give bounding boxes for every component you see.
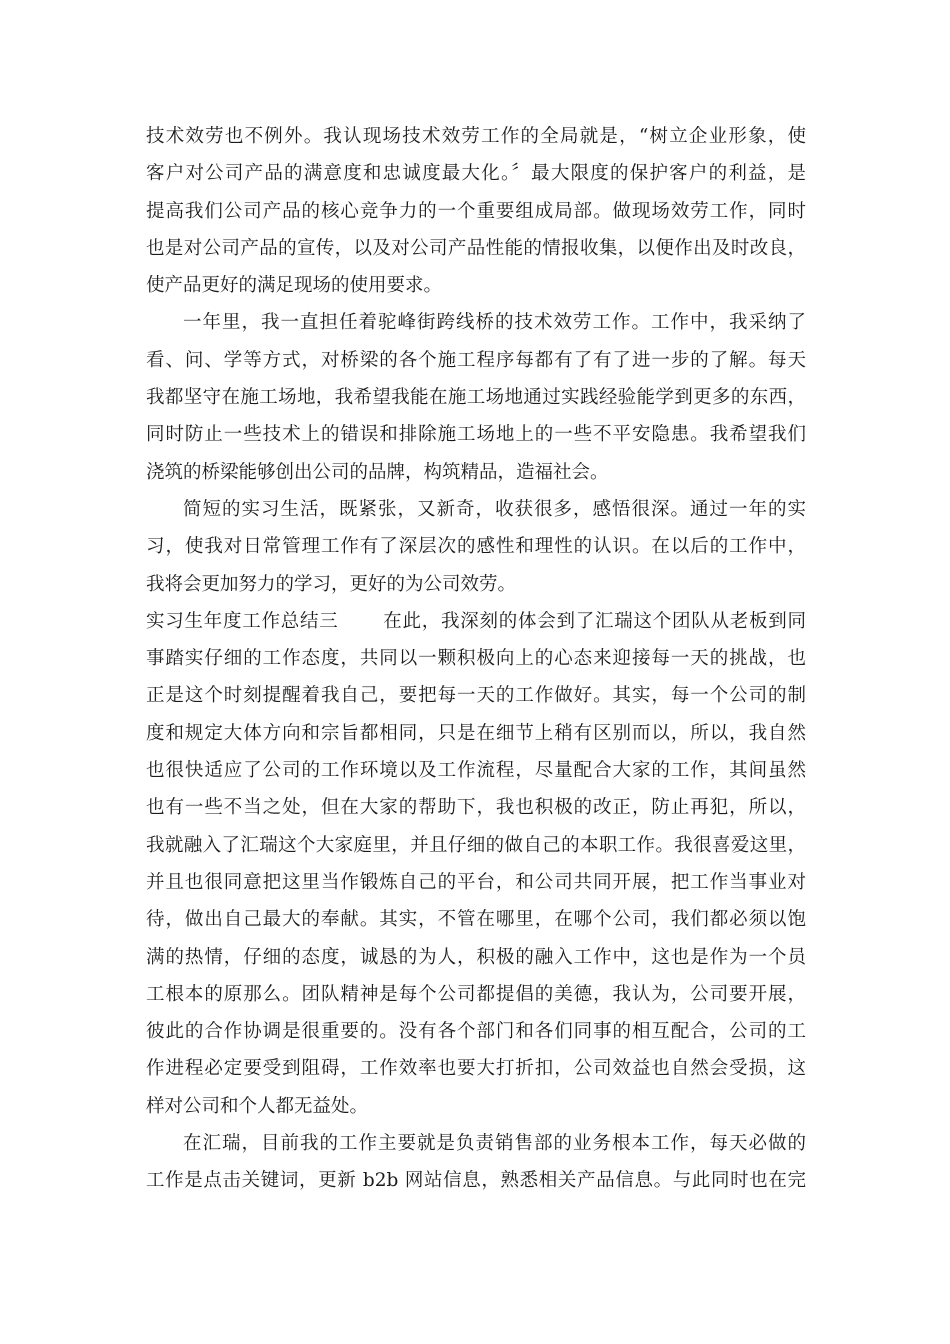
line-text: 也是对公司产品的宣传，以及对公司产品性能的情报收集，以便作出及时改良， (146, 237, 806, 259)
line-text: 并且也很同意把这里当作锻炼自己的平台，和公司共同开展，把工作当事业对 (146, 871, 806, 893)
body-text-line (146, 976, 806, 1013)
line-text: 我都坚守在施工场地，我希望我能在施工场地通过实践经验能学到更多的东西， (146, 387, 806, 409)
body-text-line (146, 677, 806, 714)
line-text: 在此，我深刻的体会到了汇瑞这个团队从老板到同 (382, 610, 806, 632)
body-text-line (146, 416, 806, 453)
line-text: 简短的实习生活，既紧张，又新奇，收获很多，感悟很深。通过一年的实 (183, 498, 806, 520)
body-text-line (146, 1050, 806, 1087)
body-text-line (146, 193, 806, 230)
body-text-line (146, 379, 806, 416)
document-body (146, 118, 806, 1200)
body-text-line (146, 1125, 806, 1162)
line-text: 彼此的合作协调是很重要的。没有各个部门和各们同事的相互配合，公司的工 (146, 1021, 806, 1043)
line-text: 我就融入了汇瑞这个大家庭里，并且仔细的做自己的本职工作。我很喜爱这里， (146, 834, 806, 856)
body-text-line (146, 230, 806, 267)
body-text-line (146, 118, 806, 155)
body-text-line (146, 1162, 806, 1199)
section-heading-line (146, 603, 806, 640)
line-text: 浇筑的桥梁能够创出公司的品牌，构筑精品，造福社会。 (146, 461, 609, 483)
line-text: 工作是点击关键词，更新 b2b 网站信息，熟悉相关产品信息。与此同时也在完 (146, 1170, 806, 1192)
body-text-line (146, 752, 806, 789)
body-text-line (146, 864, 806, 901)
line-text: 客户对公司产品的满意度和忠诚度最大化。〞最大限度的保护客户的利益，是 (146, 163, 806, 185)
body-text-line (146, 155, 806, 192)
line-text: 技术效劳也不例外。我认现场技术效劳工作的全局就是，“树立企业形象，使 (146, 126, 806, 147)
line-text: 也很快适应了公司的工作环境以及工作流程，尽量配合大家的工作，其间虽然 (146, 760, 806, 782)
body-text-line (146, 827, 806, 864)
body-text-line (146, 901, 806, 938)
line-text: 正是这个时刻提醒着我自己，要把每一天的工作做好。其实，每一个公司的制 (146, 685, 806, 707)
body-text-line (146, 491, 806, 528)
line-text: 提高我们公司产品的核心竞争力的一个重要组成局部。做现场效劳工作，同时 (146, 200, 806, 222)
body-text-line (146, 789, 806, 826)
body-text-line (146, 566, 806, 603)
line-text: 习，使我对日常管理工作有了深层次的感性和理性的认识。在以后的工作中， (146, 536, 806, 558)
body-text-line (146, 640, 806, 677)
body-text-line (146, 715, 806, 752)
line-text: 看、问、学等方式，对桥梁的各个施工程序每都有了有了进一步的了解。每天 (146, 349, 806, 371)
body-text-line (146, 304, 806, 341)
body-text-line (146, 267, 806, 304)
line-text: 度和规定大体方向和宗旨都相同，只是在细节上稍有区别而以，所以，我自然 (146, 722, 806, 744)
line-text: 待，做出自己最大的奉献。其实，不管在哪里，在哪个公司，我们都必须以饱 (146, 909, 806, 931)
line-text: 作进程必定要受到阻碍，工作效率也要大打折扣，公司效益也自然会受损，这 (146, 1058, 806, 1080)
section-heading: 实习生年度工作总结三 (146, 610, 339, 632)
body-text-line (146, 528, 806, 565)
body-text-line (146, 939, 806, 976)
body-text-line (146, 454, 806, 491)
line-text: 满的热情，仔细的态度，诚恳的为人，积极的融入工作中，这也是作为一个员 (146, 946, 806, 968)
line-text: 使产品更好的满足现场的使用要求。 (146, 275, 443, 297)
line-text: 一年里，我一直担任着驼峰街跨线桥的技术效劳工作。工作中，我采纳了 (183, 312, 806, 334)
line-text: 同时防止一些技术上的错误和排除施工场地上的一些不平安隐患。我希望我们 (146, 424, 806, 446)
body-text-line (146, 1013, 806, 1050)
line-text: 在汇瑞，目前我的工作主要就是负责销售部的业务根本工作，每天必做的 (183, 1133, 806, 1155)
line-text: 我将会更加努力的学习，更好的为公司效劳。 (146, 573, 517, 595)
line-text: 工根本的原那么。团队精神是每个公司都提倡的美德，我认为，公司要开展， (146, 983, 806, 1005)
body-text-line (146, 342, 806, 379)
line-text: 样对公司和个人都无益处。 (146, 1095, 369, 1117)
body-text-line (146, 1088, 806, 1125)
line-text: 事踏实仔细的工作态度，共同以一颗积极向上的心态来迎接每一天的挑战，也 (146, 648, 806, 670)
line-text: 也有一些不当之处，但在大家的帮助下，我也积极的改正，防止再犯，所以， (146, 797, 806, 819)
